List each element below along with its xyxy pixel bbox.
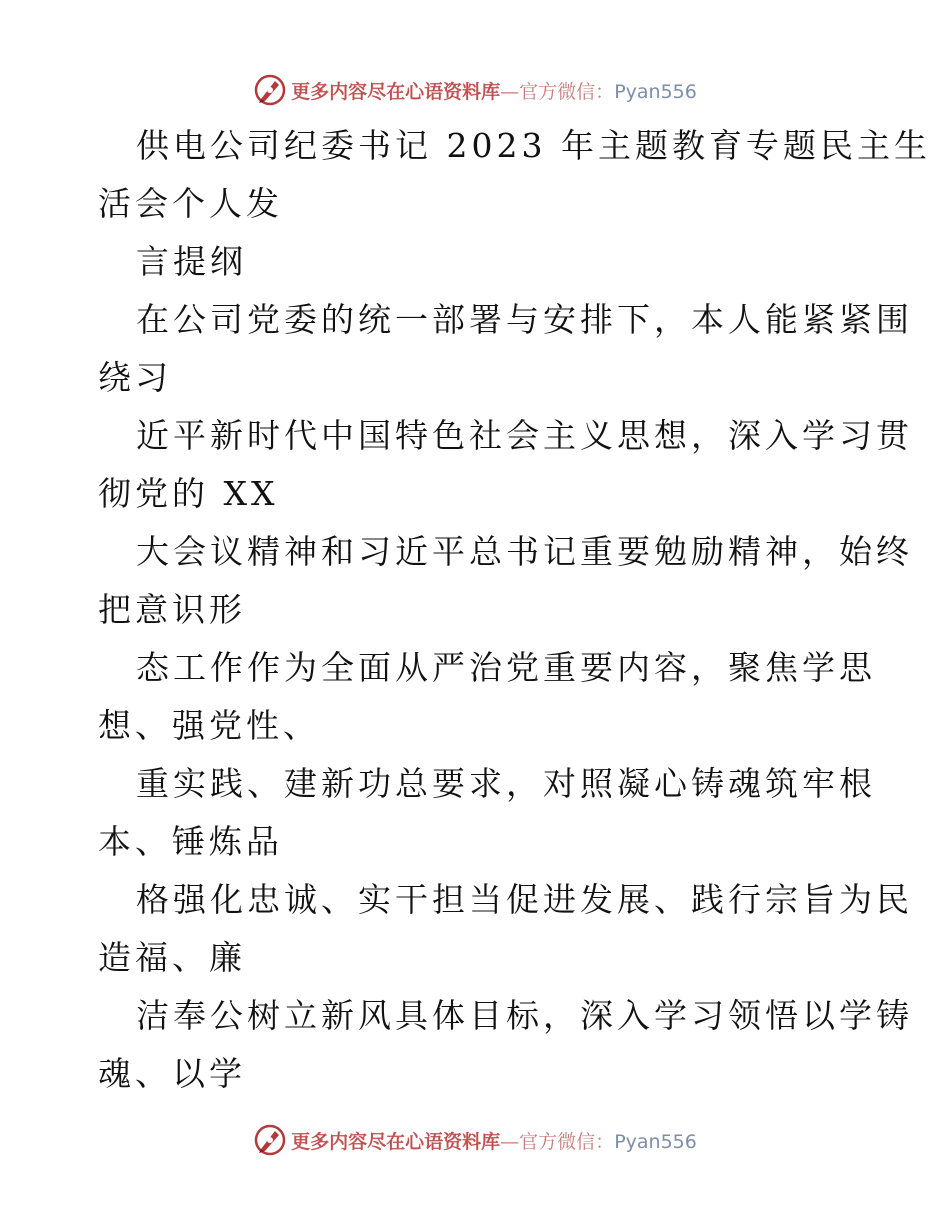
footer-banner-wechat: Pyan556 — [614, 1130, 697, 1153]
header-banner-wechat: Pyan556 — [614, 80, 697, 103]
footer-banner-text — [291, 1127, 697, 1154]
doc-line: 近平新时代中国特色社会主义思想，深入学习贯 — [136, 416, 913, 455]
header-banner — [0, 70, 950, 110]
footer-banner-sep: —官方微信： — [500, 1130, 615, 1153]
doc-line: 造福、廉 — [98, 938, 246, 977]
header-banner-main: 更多内容尽在心语资料库 — [291, 80, 501, 103]
doc-line: 魂、以学 — [98, 1054, 246, 1093]
doc-line: 活会个人发 — [98, 184, 283, 223]
doc-line: 格强化忠诚、实干担当促进发展、践行宗旨为民 — [136, 880, 913, 919]
footer-banner — [0, 1120, 950, 1160]
header-banner-sep: —官方微信： — [500, 80, 615, 103]
doc-line: 洁奉公树立新风具体目标，深入学习领悟以学铸 — [136, 996, 913, 1035]
doc-line: 供电公司纪委书记 2023 年主题教育专题民主生 — [136, 126, 931, 165]
pen-logo-icon — [253, 1123, 287, 1157]
doc-line: 想、强党性、 — [98, 706, 320, 745]
doc-line: 言提纲 — [136, 242, 247, 281]
header-banner-text — [291, 77, 697, 104]
doc-line: 绕习 — [98, 358, 172, 397]
document-body — [98, 117, 931, 1103]
doc-line: 重实践、建新功总要求，对照凝心铸魂筑牢根 — [136, 764, 876, 803]
doc-line: 在公司党委的统一部署与安排下，本人能紧紧围 — [136, 300, 913, 339]
doc-line: 把意识形 — [98, 590, 246, 629]
doc-line: 彻党的 XX — [98, 474, 279, 513]
doc-line: 本、锤炼品 — [98, 822, 283, 861]
doc-line: 大会议精神和习近平总书记重要勉励精神，始终 — [136, 532, 913, 571]
doc-line: 态工作作为全面从严治党重要内容，聚焦学思 — [136, 648, 876, 687]
footer-banner-main: 更多内容尽在心语资料库 — [291, 1130, 501, 1153]
pen-logo-icon — [253, 73, 287, 107]
